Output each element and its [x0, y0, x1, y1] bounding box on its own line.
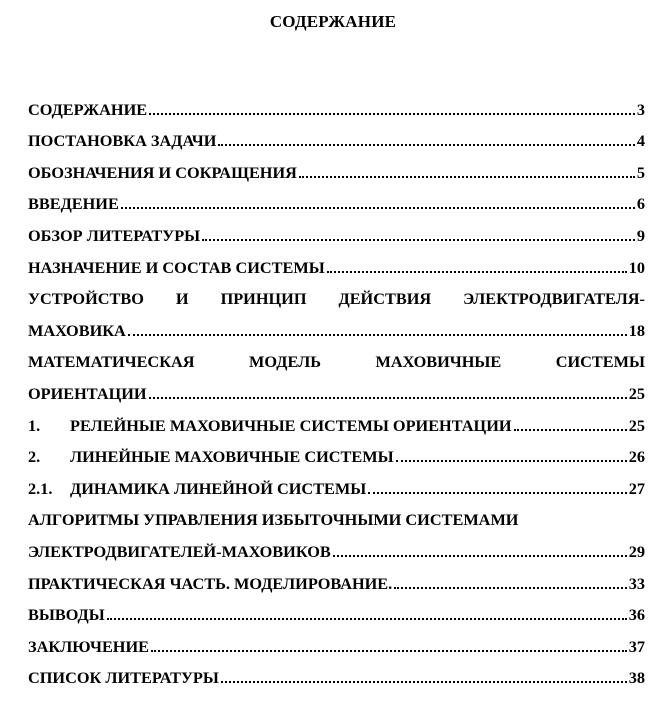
toc-entry[interactable]: [28, 657, 645, 689]
toc-section-number: 2.: [28, 447, 41, 467]
dot-leader: [128, 334, 627, 336]
toc-entry[interactable]: [28, 183, 645, 215]
toc-heading-word: УСТРОЙСТВО: [28, 289, 144, 309]
toc-heading-word: МАХОВИЧНЫЕ: [375, 352, 502, 372]
toc-entry[interactable]: [28, 404, 645, 436]
toc-entry-label: ПОСТАНОВКА ЗАДАЧИ: [28, 131, 217, 151]
dot-leader: [394, 587, 627, 589]
toc-entry-label: НАЗНАЧЕНИЕ И СОСТАВ СИСТЕМЫ: [28, 257, 325, 277]
dot-leader: [149, 113, 635, 115]
toc-entry-label: ЛИНЕЙНЫЕ МАХОВИЧНЫЕ СИСТЕМЫ: [70, 447, 394, 467]
toc-page-number: 18: [628, 320, 645, 340]
dot-leader: [396, 460, 627, 462]
toc-entry[interactable]: [28, 372, 645, 404]
toc-entry-label: ВВЕДЕНИЕ: [28, 194, 119, 214]
toc-page-number: 6: [636, 194, 645, 214]
toc-page-number: 4: [636, 131, 645, 151]
dot-leader: [299, 176, 635, 178]
toc-entry[interactable]: [28, 562, 645, 594]
dot-leader: [514, 429, 627, 431]
dot-leader: [149, 397, 627, 399]
toc-page-number: 26: [628, 447, 645, 467]
toc-entry[interactable]: [28, 594, 645, 626]
toc-section-number: 2.1.: [28, 478, 53, 498]
toc-entry-label: ОБОЗНАЧЕНИЯ И СОКРАЩЕНИЯ: [28, 162, 297, 182]
toc-page-number: 38: [628, 668, 645, 688]
toc-entry-label: ВЫВОДЫ: [28, 605, 105, 625]
toc-page-number: 5: [636, 162, 645, 182]
toc-page-number: 29: [628, 541, 645, 561]
dot-leader: [327, 271, 627, 273]
toc-heading-word: ДЕЙСТВИЯ: [338, 289, 432, 309]
toc-entry[interactable]: [28, 309, 645, 341]
dot-leader: [221, 681, 627, 683]
toc-entry[interactable]: [28, 151, 645, 183]
toc-entry-label: СПИСОК ЛИТЕРАТУРЫ: [28, 668, 219, 688]
toc-entry-label: ЗАКЛЮЧЕНИЕ: [28, 636, 149, 656]
toc-entry[interactable]: [28, 120, 645, 152]
toc-entry-label: ОРИЕНТАЦИИ: [28, 383, 147, 403]
page-title: СОДЕРЖАНИЕ: [269, 12, 397, 31]
toc-entry[interactable]: [28, 625, 645, 657]
toc-entry[interactable]: [28, 467, 645, 499]
toc-entry-label: РЕЛЕЙНЫЕ МАХОВИЧНЫЕ СИСТЕМЫ ОРИЕНТАЦИИ: [70, 415, 512, 435]
toc-heading-word: И: [175, 289, 189, 309]
dot-leader: [121, 207, 635, 209]
toc-entry-label: ОБЗОР ЛИТЕРАТУРЫ: [28, 225, 201, 245]
toc-page-number: 10: [628, 257, 645, 277]
dot-leader: [151, 650, 627, 652]
toc-entry[interactable]: [28, 436, 645, 468]
toc-entry-first-line[interactable]: [28, 278, 645, 310]
toc-page-number: 25: [628, 383, 645, 403]
toc-entry-label: ЭЛЕКТРОДВИГАТЕЛЕЙ-МАХОВИКОВ: [28, 541, 331, 561]
toc-page-number: 36: [628, 605, 645, 625]
toc-entry-first-line[interactable]: [28, 341, 645, 373]
toc-page-number: 9: [636, 225, 645, 245]
toc-page-number: 27: [628, 478, 645, 498]
toc-entry[interactable]: [28, 246, 645, 278]
toc-heading-word: МОДЕЛЬ: [249, 352, 321, 372]
dot-leader: [202, 239, 635, 241]
toc-entry-label: ДИНАМИКА ЛИНЕЙНОЙ СИСТЕМЫ: [70, 478, 367, 498]
toc-page-number: 37: [628, 636, 645, 656]
toc-heading-word: МАТЕМАТИЧЕСКАЯ: [28, 352, 195, 372]
toc-heading-word: СИСТЕМЫ: [555, 352, 645, 372]
toc-section-number: 1.: [28, 415, 41, 435]
toc-entry[interactable]: [28, 88, 645, 120]
table-of-contents: [28, 88, 645, 688]
toc-page-number: 33: [628, 573, 645, 593]
toc-entry[interactable]: [28, 214, 645, 246]
toc-heading-text: АЛГОРИТМЫ УПРАВЛЕНИЯ ИЗБЫТОЧНЫМИ СИСТЕМАМИ: [28, 510, 519, 530]
toc-page-number: 3: [636, 99, 645, 119]
toc-heading-word: ПРИНЦИП: [220, 289, 307, 309]
toc-page-number: 25: [628, 415, 645, 435]
dot-leader: [107, 618, 627, 620]
dot-leader: [333, 555, 627, 557]
dot-leader: [218, 144, 634, 146]
toc-entry-label: ПРАКТИЧЕСКАЯ ЧАСТЬ. МОДЕЛИРОВАНИЕ.: [28, 573, 393, 593]
toc-entry-first-line[interactable]: [28, 499, 645, 531]
toc-entry-label: МАХОВИКА: [28, 320, 126, 340]
toc-entry-label: СОДЕРЖАНИЕ: [28, 99, 148, 119]
toc-entry[interactable]: [28, 530, 645, 562]
toc-heading-word: ЭЛЕКТРОДВИГАТЕЛЯ-: [463, 289, 645, 309]
dot-leader: [368, 492, 626, 494]
